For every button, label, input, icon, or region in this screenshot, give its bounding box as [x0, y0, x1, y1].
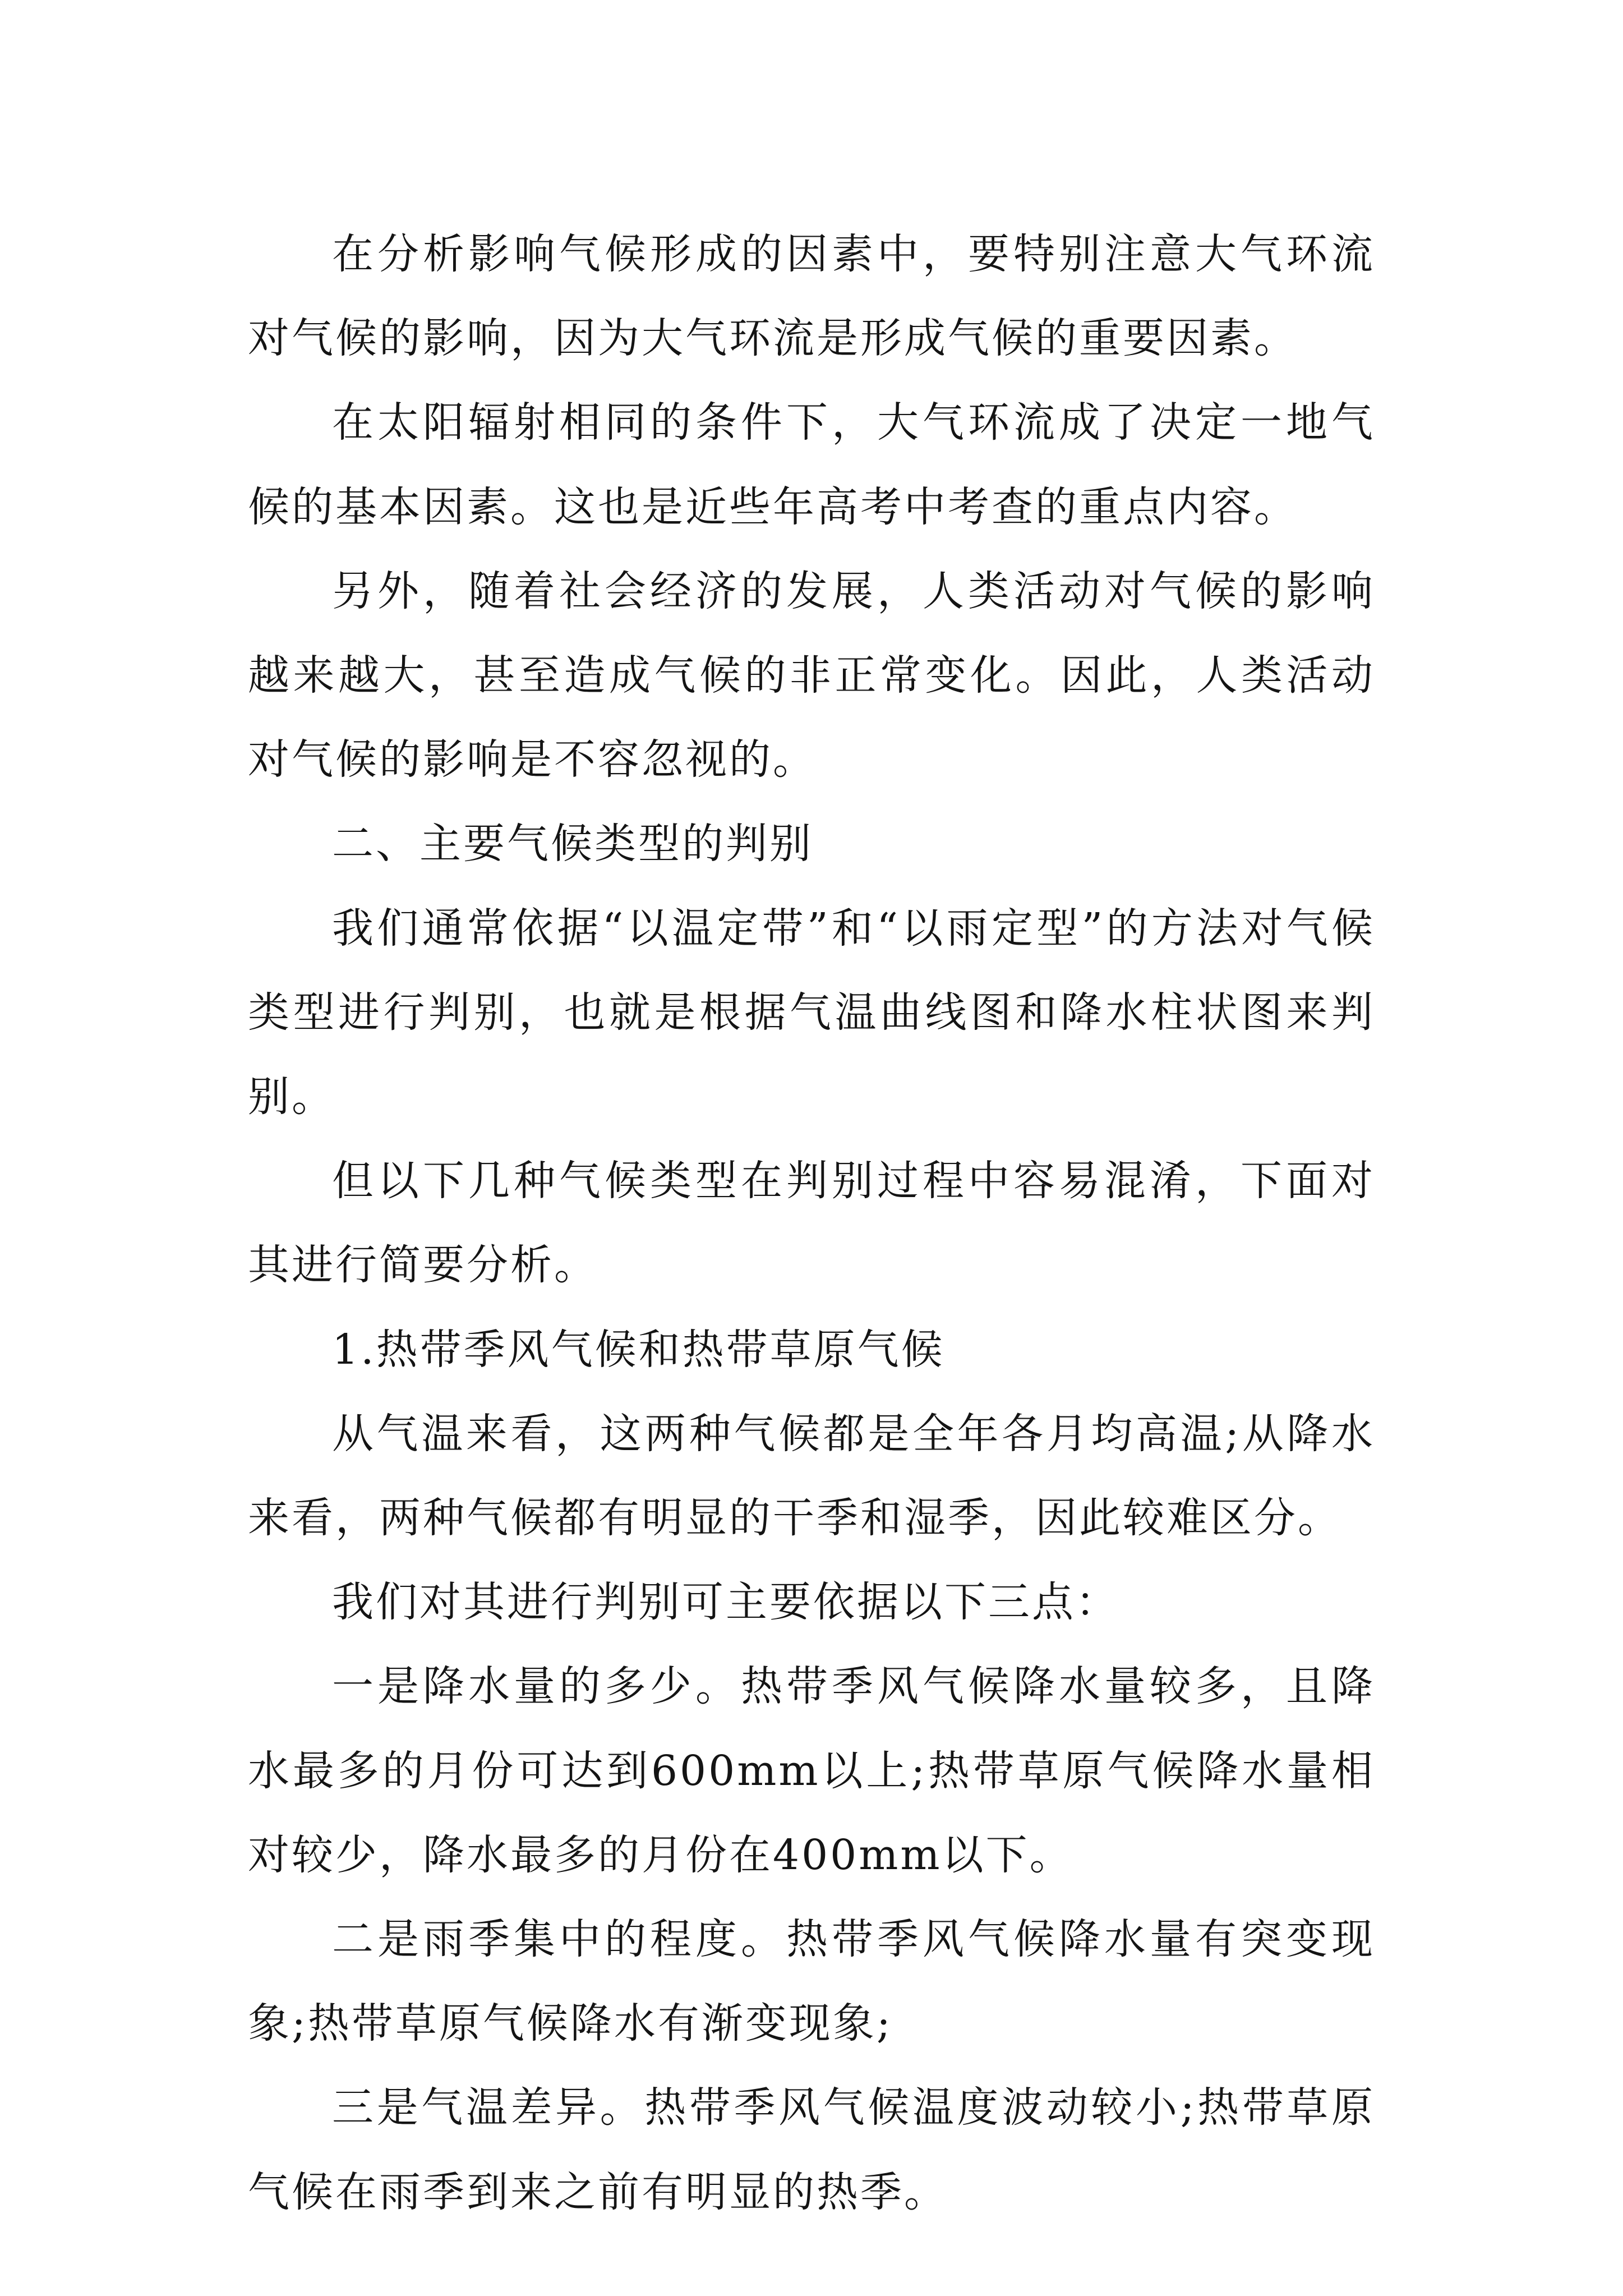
- document-body: [248, 212, 1375, 2234]
- section-heading-climate-types: 二、主要气候类型的判别: [332, 820, 813, 868]
- subheading-tropical-monsoon-savanna: 1.热带季风气候和热带草原气候: [332, 1325, 945, 1374]
- paragraph-temperature-precipitation: 从气温来看，这两种气候都是全年各月均高温;从降水来看，两种气候都有明显的干季和湿季，因此较难区分。: [248, 1409, 1375, 1543]
- paragraph-confusing-types: 但以下几种气候类型在判别过程中容易混淆，下面对其进行简要分析。: [248, 1157, 1375, 1290]
- paragraph-three-criteria: 我们对其进行判别可主要依据以下三点：: [332, 1578, 1119, 1627]
- paragraph-criterion-rainy-season: 二是雨季集中的程度。热带季风气候降水量有突变现象;热带草原气候降水有渐变现象;: [248, 1915, 1375, 2048]
- paragraph-human-activity: 另外，随着社会经济的发展，人类活动对气候的影响越来越大，甚至造成气候的非正常变化。因此，人类活动对气候的影响是不容忽视的。: [248, 567, 1375, 784]
- paragraph-identification-method: 我们通常依据“以温定带”和“以雨定型”的方法对气候类型进行判别，也就是根据气温曲线图和降水柱状图来判别。: [248, 904, 1375, 1121]
- paragraph-atmospheric-circulation: 在分析影响气候形成的因素中，要特别注意大气环流对气候的影响，因为大气环流是形成气候的重要因素。: [248, 230, 1375, 363]
- paragraph-criterion-precipitation-amount: 一是降水量的多少。热带季风气候降水量较多，且降水最多的月份可达到600mm以上;热带草原气候降水量相对较少，降水最多的月份在400mm以下。: [248, 1662, 1375, 1879]
- paragraph-solar-radiation: 在太阳辐射相同的条件下，大气环流成了决定一地气候的基本因素。这也是近些年高考中考查的重点内容。: [248, 398, 1375, 531]
- paragraph-criterion-temperature: 三是气温差异。热带季风气候温度波动较小;热带草原气候在雨季到来之前有明显的热季。: [248, 2083, 1375, 2216]
